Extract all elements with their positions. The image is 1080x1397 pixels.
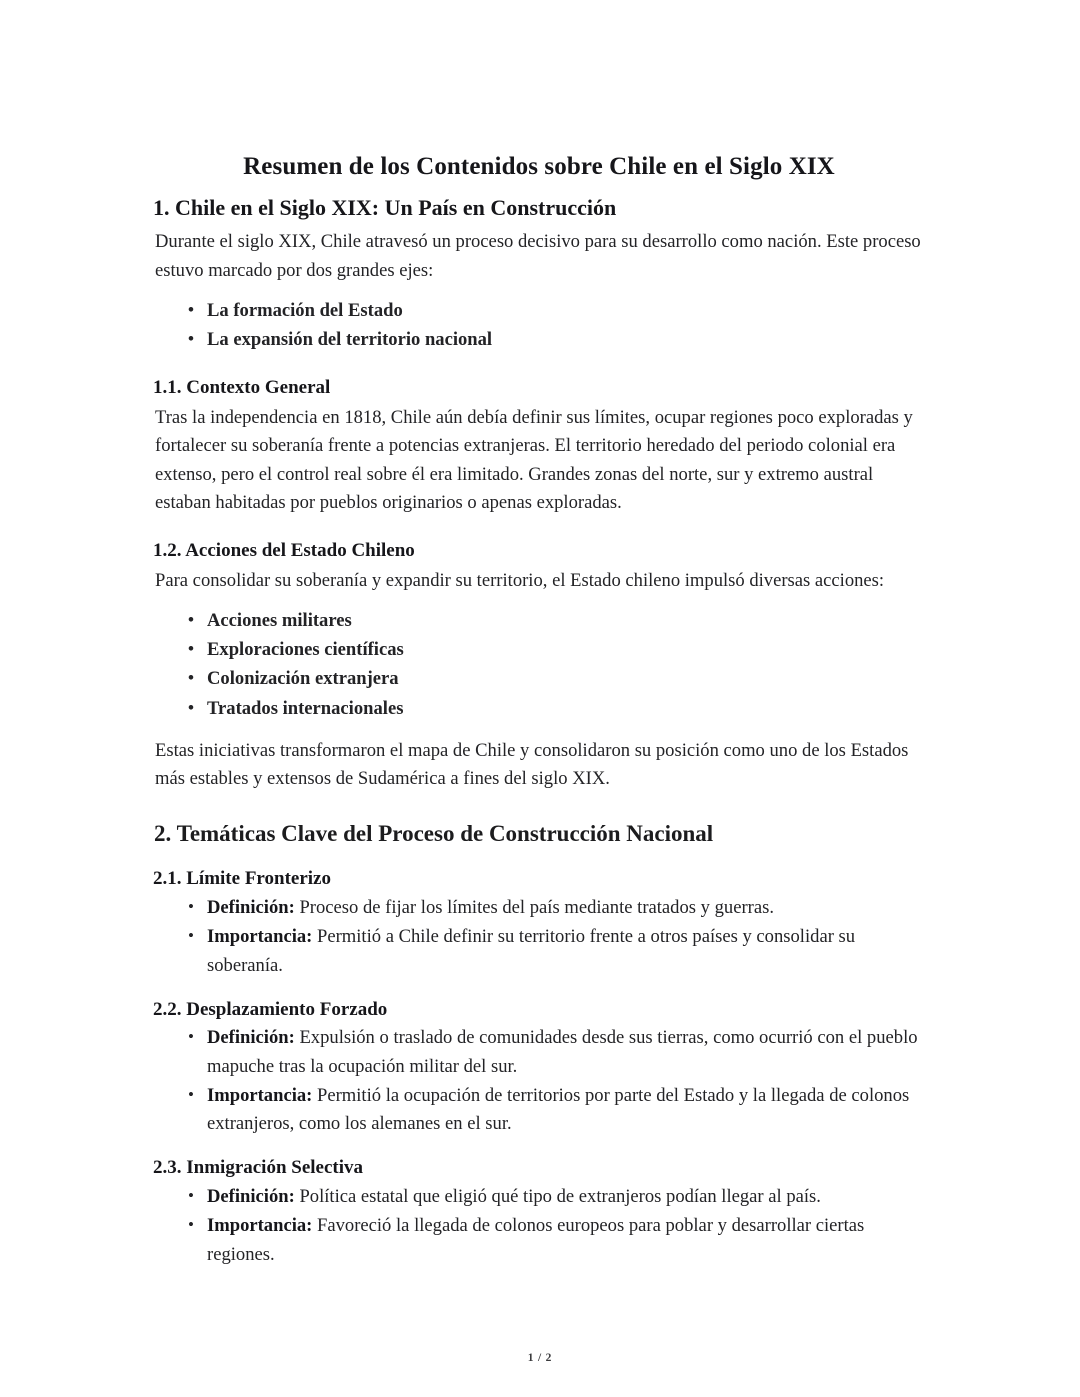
importance-text: Favoreció la llegada de colonos europeos para poblar y desarrollar ciertas regiones. [207, 1215, 865, 1265]
subsection-heading-2-1: 2.1. Límite Fronterizo [153, 868, 331, 890]
definition-label: Definición: [207, 1027, 295, 1049]
section-heading-1: 1. Chile en el Siglo XIX: Un País en Construcción [153, 194, 617, 220]
list-item [155, 1082, 923, 1139]
section-1-intro-paragraph: Durante el siglo XIX, Chile atravesó un proceso decisivo para su desarrollo como nación. Este proceso estuvo marcado por dos grandes ejes: [155, 231, 921, 281]
subsection-heading-2-2: 2.2. Desplazamiento Forzado [153, 998, 388, 1020]
list-item [155, 1024, 923, 1081]
list-item [155, 1183, 923, 1211]
list-item: • Tratados internacionales [155, 695, 923, 723]
page-number-footer: 1 / 2 [527, 1352, 553, 1364]
definition-label: Definición: [207, 1186, 295, 1208]
list-item: • La expansión del territorio nacional [155, 326, 923, 354]
subsection-2-2-list [155, 1024, 923, 1138]
definition-text: Política estatal que eligió qué tipo de extranjeros podían llegar al país. [294, 1186, 821, 1208]
list-item: • La formación del Estado [155, 297, 923, 325]
page-title: Resumen de los Contenidos sobre Chile en el Siglo XIX [243, 153, 835, 180]
subsection-2-3-list [155, 1183, 923, 1269]
list-item [155, 894, 923, 922]
subsection-heading-1-2: 1.2. Acciones del Estado Chileno [153, 540, 415, 562]
document-body [155, 150, 923, 1271]
importance-label: Importancia: [207, 1084, 313, 1106]
list-item [155, 1212, 923, 1269]
list-item: • Exploraciones científicas [155, 636, 923, 664]
list-item [155, 923, 923, 980]
importance-text: Permitió la ocupación de territorios por parte del Estado y la llegada de colonos extranjeros, como los alemanes en el sur. [207, 1084, 910, 1135]
subsection-heading-1-1: 1.1. Contexto General [153, 377, 331, 399]
section-1-closing-paragraph: Estas iniciativas transformaron el mapa de Chile y consolidaron su posición como uno de los Estados más estables y extensos de Sudamérica a fines del siglo XIX. [155, 739, 909, 790]
subsection-2-1-list [155, 894, 923, 980]
importance-text: Permitió a Chile definir su territorio frente a otros países y consolidar su soberanía. [207, 926, 856, 976]
definition-text: Expulsión o traslado de comunidades desde sus tierras, como ocurrió con el pueblo mapuche tras la ocupación militar del sur. [207, 1027, 918, 1077]
list-item: • Colonización extranjera [155, 665, 923, 693]
definition-label: Definición: [207, 897, 295, 919]
section-1-axes-list [155, 297, 923, 355]
subsection-1-1-paragraph: Tras la independencia en 1818, Chile aún debía definir sus límites, ocupar regiones poco exploradas y fortalecer su soberanía frente a potencias extranjeras. El territorio heredado del periodo colonial era extenso, pero el control real sobre él era limitado. Grandes zonas del norte, sur y extremo austral estaban habitadas por pueblos originarios o apenas exploradas. [155, 407, 913, 513]
definition-text: Proceso de fijar los límites del país mediante tratados y guerras. [294, 897, 774, 919]
list-item: • Acciones militares [155, 607, 923, 635]
importance-label: Importancia: [207, 1215, 313, 1237]
subsection-1-2-paragraph: Para consolidar su soberanía y expandir su territorio, el Estado chileno impulsó diversas acciones: [155, 569, 885, 591]
section-heading-2: 2. Temáticas Clave del Proceso de Construcción Nacional [154, 821, 714, 847]
subsection-heading-2-3: 2.3. Inmigración Selectiva [153, 1157, 364, 1179]
importance-label: Importancia: [207, 926, 313, 948]
section-1-actions-list [155, 607, 923, 723]
